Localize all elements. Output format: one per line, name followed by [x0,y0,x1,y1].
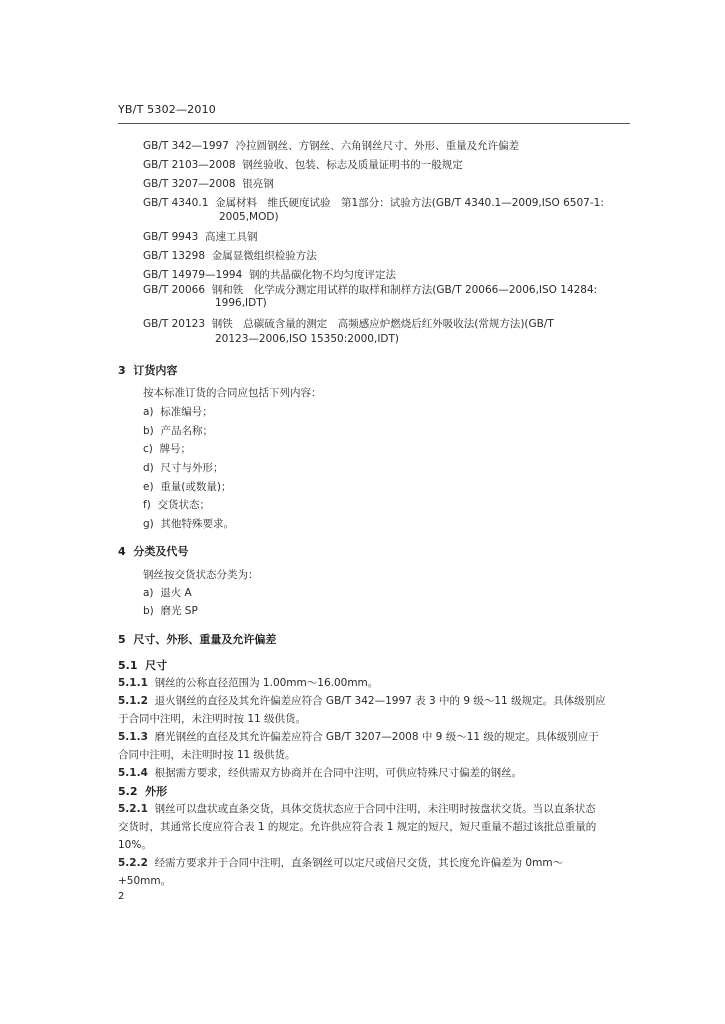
clause-continuation: 交货时，其通常长度应符合表 1 的规定。允许供应符合表 1 规定的短尺，短尺重量不超过该批总重量的 [118,821,597,833]
list-text: 尺寸与外形； [160,462,224,474]
subsection-number: 5.1 [118,659,138,672]
clause-5-1-4 [118,765,522,780]
list-item [143,585,192,600]
reference-item [143,138,519,153]
clause-number: 5.1.1 [118,677,148,689]
reference-item [143,282,597,297]
page-number: 2 [118,891,125,902]
list-text: 磨光 SP [160,605,198,617]
clause-text: 根据需方要求，经供需双方协商并在合同中注明，可供应特殊尺寸偏差的钢丝。 [154,767,523,779]
clause-text: 退火钢丝的直径及其允许偏差应符合 GB/T 342—1997 表 3 中的 9 级～11 级规定。具体级别应 [154,695,606,707]
clause-5-1-1 [118,675,378,690]
clause-number: 5.1.4 [118,767,148,779]
reference-title: 高速工具钢 [205,231,258,243]
section-intro: 按本标准订货的合同应包括下列内容： [143,387,322,399]
section-intro: 钢丝按交货状态分类为： [143,569,259,581]
section-title: 分类及代号 [133,545,189,558]
reference-item [143,316,554,331]
reference-code: GB/T 342—1997 [143,140,229,152]
clause-text: 经需方要求并于合同中注明，直条钢丝可以定尺或倍尺交货，其长度允许偏差为 0mm～ [154,857,564,869]
list-item [143,404,213,419]
reference-item [143,248,317,263]
list-label: f) [143,499,151,511]
reference-code: GB/T 9943 [143,231,199,243]
list-label: a) [143,587,154,599]
clause-number: 5.2.2 [118,857,148,869]
standard-code-header: YB/T 5302—2010 [118,103,216,116]
reference-continuation: 20123—2006,ISO 15350:2000,IDT) [215,333,400,345]
clause-continuation: +50mm。 [118,875,172,887]
subsection-title: 尺寸 [145,659,168,672]
section-number: 4 [118,545,126,558]
reference-code: GB/T 2103—2008 [143,159,236,171]
list-label: e) [143,481,154,493]
section-title: 订货内容 [133,364,178,377]
list-label: a) [143,406,154,418]
list-item [143,460,223,475]
clause-text: 钢丝可以盘状或直条交货，具体交货状态应于合同中注明，未注明时按盘状交货。当以直条状态 [154,803,596,815]
clause-text: 磨光钢丝的直径及其允许偏差应符合 GB/T 3207—2008 中 9 级～11 级的规定。具体级别应于 [154,731,599,743]
reference-title: 钢丝验收、包装、标志及质量证明书的一般规定 [242,159,463,171]
section-heading [118,362,177,378]
list-text: 重量(或数量)； [160,481,232,493]
reference-title: 钢铁 总碳硫含量的测定 高频感应炉燃烧后红外吸收法(常规方法)(GB/T [211,318,554,330]
clause-continuation: 于合同中注明，未注明时按 11 级供货。 [118,713,307,725]
clause-5-1-2 [118,693,606,708]
reference-item [143,157,463,172]
subsection-heading [118,783,167,799]
section-number: 5 [118,633,126,646]
list-item [143,603,198,618]
clause-continuation: 合同中注明，未注明时按 11 级供货。 [118,749,296,761]
reference-code: GB/T 20123 [143,318,206,330]
reference-title: 金属显微组织检验方法 [211,250,317,262]
clause-number: 5.1.3 [118,731,148,743]
clause-5-1-3 [118,729,599,744]
header-rule [118,123,630,124]
reference-item [143,176,274,191]
section-heading [118,631,276,647]
clause-number: 5.2.1 [118,803,148,815]
reference-item [143,229,258,244]
reference-code: GB/T 4340.1 [143,197,209,209]
reference-code: GB/T 20066 [143,284,206,296]
subsection-heading [118,657,167,673]
reference-continuation: 2005,MOD) [219,211,279,223]
list-item [143,516,234,531]
list-label: c) [143,443,153,455]
list-text: 退火 A [160,587,192,599]
section-title: 尺寸、外形、重量及允许偏差 [133,633,277,646]
reference-title: 金属材料 维氏硬度试验 第1部分：试验方法(GB/T 4340.1—2009,ISO 6507-1: [215,197,604,209]
reference-title: 冷拉圆钢丝、方钢丝、六角钢丝尺寸、外形、重量及允许偏差 [235,140,520,152]
clause-5-2-2 [118,855,563,870]
list-text: 牌号； [159,443,192,455]
list-text: 产品名称； [160,425,213,437]
reference-title: 银亮钢 [242,178,274,190]
clause-text: 钢丝的公称直径范围为 1.00mm～16.00mm。 [154,677,379,689]
clause-number: 5.1.2 [118,695,148,707]
reference-title: 钢的共晶碳化物不均匀度评定法 [248,269,396,281]
list-item [143,497,210,512]
reference-continuation: 1996,IDT) [215,297,267,309]
clause-5-2-1 [118,801,596,816]
reference-code: GB/T 14979—1994 [143,269,243,281]
list-label: b) [143,605,154,617]
subsection-title: 外形 [145,785,168,798]
section-number: 3 [118,364,126,377]
list-text: 其他特殊要求。 [160,518,234,530]
reference-title: 钢和铁 化学成分测定用试样的取样和制样方法(GB/T 20066—2006,ISO 14284: [211,284,598,296]
reference-code: GB/T 3207—2008 [143,178,236,190]
reference-code: GB/T 13298 [143,250,206,262]
list-item [143,423,213,438]
reference-item [143,195,604,210]
list-label: b) [143,425,154,437]
clause-continuation: 10%。 [118,839,152,851]
list-label: g) [143,518,154,530]
section-heading [118,543,188,559]
list-item [143,441,191,456]
list-text: 交货状态； [157,499,210,511]
list-item [143,479,231,494]
subsection-number: 5.2 [118,785,138,798]
list-label: d) [143,462,154,474]
reference-item [143,267,396,282]
list-text: 标准编号； [160,406,213,418]
